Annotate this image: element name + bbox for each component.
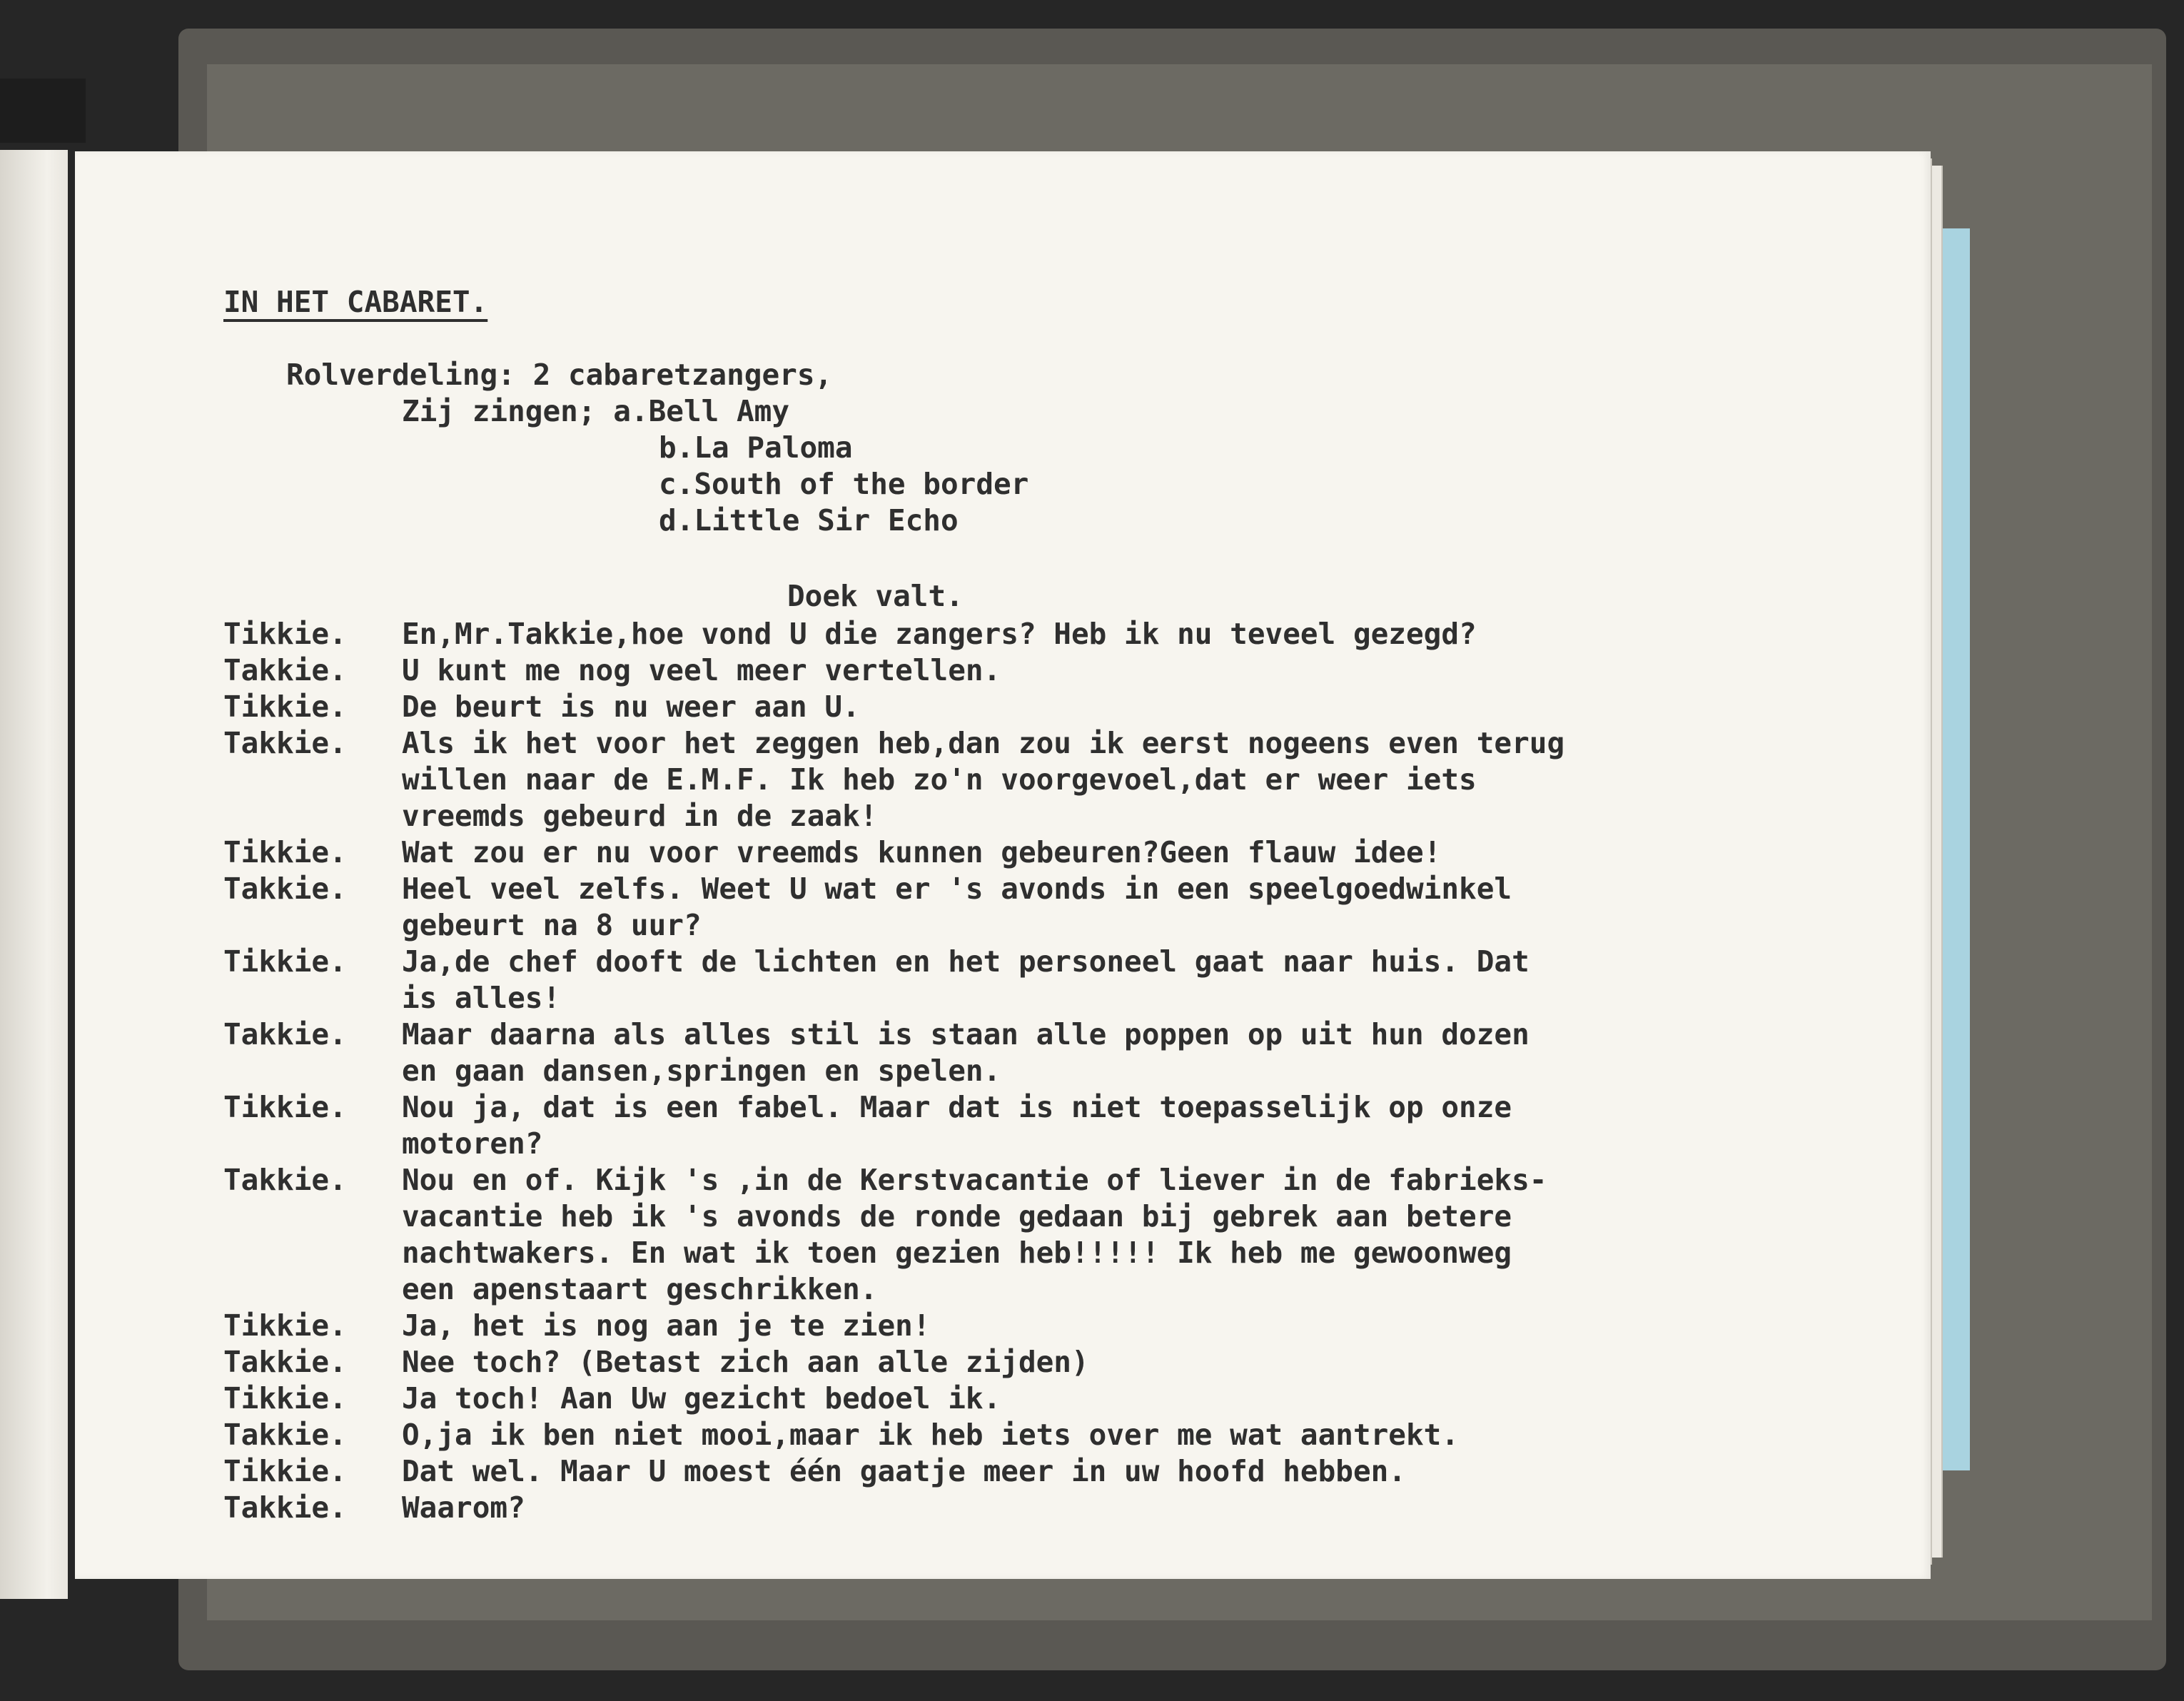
dialogue-line: Maar daarna als alles stil is staan alle poppen op uit hun dozen <box>402 1017 1530 1051</box>
speaker-name: Takkie. <box>223 1017 347 1051</box>
left-page-edge <box>0 150 68 1599</box>
dialogue-line: Als ik het voor het zeggen heb,dan zou ik eerst nogeens even terug <box>402 726 1565 760</box>
speaker-name: Tikkie. <box>223 617 347 651</box>
dialogue-line: En,Mr.Takkie,hoe vond U die zangers? Heb ik nu teveel gezegd? <box>402 617 1477 651</box>
dialogue-line: Nou ja, dat is een fabel. Maar dat is niet toepasselijk op onze <box>402 1090 1512 1124</box>
dialogue-line: en gaan dansen,springen en spelen. <box>402 1054 1001 1088</box>
dialogue-line: Dat wel. Maar U moest één gaatje meer in uw hoofd hebben. <box>402 1454 1406 1488</box>
cast-intro: Zij zingen; a.Bell Amy <box>402 394 790 428</box>
cast-heading: Rolverdeling: 2 cabaretzangers, <box>286 358 833 392</box>
dialogue-line: gebeurt na 8 uur? <box>402 908 702 942</box>
song-item: b.La Paloma <box>659 430 853 465</box>
dialogue-line: O,ja ik ben niet mooi,maar ik heb iets over me wat aantrekt. <box>402 1418 1460 1452</box>
speaker-name: Tikkie. <box>223 944 347 979</box>
speaker-name: Tikkie. <box>223 835 347 869</box>
typewritten-page <box>75 151 1931 1579</box>
song-item: c.South of the border <box>659 467 1029 501</box>
dialogue-line: Ja,de chef dooft de lichten en het personeel gaat naar huis. Dat <box>402 944 1530 979</box>
speaker-name: Takkie. <box>223 872 347 906</box>
dialogue-line: Ja, het is nog aan je te zien! <box>402 1308 931 1343</box>
speaker-name: Takkie. <box>223 726 347 760</box>
dialogue-line: Ja toch! Aan Uw gezicht bedoel ik. <box>402 1381 1001 1415</box>
speaker-name: Takkie. <box>223 1163 347 1197</box>
speaker-name: Takkie. <box>223 653 347 687</box>
dialogue-line: Wat zou er nu voor vreemds kunnen gebeuren?Geen flauw idee! <box>402 835 1442 869</box>
song-item: d.Little Sir Echo <box>659 503 959 537</box>
dialogue-line: Nee toch? (Betast zich aan alle zijden) <box>402 1345 1089 1379</box>
speaker-name: Tikkie. <box>223 690 347 724</box>
dialogue-line: Heel veel zelfs. Weet U wat er 's avonds in een speelgoedwinkel <box>402 872 1512 906</box>
dialogue-line: U kunt me nog veel meer vertellen. <box>402 653 1001 687</box>
speaker-name: Tikkie. <box>223 1090 347 1124</box>
dialogue-line: vacantie heb ik 's avonds de ronde gedaan bij gebrek aan betere <box>402 1199 1512 1233</box>
speaker-name: Tikkie. <box>223 1381 347 1415</box>
page-title: IN HET CABARET. <box>223 285 488 319</box>
dialogue-line: Nou en of. Kijk 's ,in de Kerstvacantie of liever in de fabrieks- <box>402 1163 1547 1197</box>
dialogue-line: motoren? <box>402 1126 543 1161</box>
script-text <box>223 284 1865 1525</box>
dialogue-line: een apenstaart geschrikken. <box>402 1272 878 1306</box>
speaker-name: Tikkie. <box>223 1308 347 1343</box>
dialogue-line: vreemds gebeurd in de zaak! <box>402 799 878 833</box>
speaker-name: Takkie. <box>223 1418 347 1452</box>
dialogue-line: Waarom? <box>402 1490 525 1525</box>
dialogue-line: De beurt is nu weer aan U. <box>402 690 860 724</box>
speaker-name: Takkie. <box>223 1345 347 1379</box>
dialogue-line: nachtwakers. En wat ik toen gezien heb!!!!! Ik heb me gewoonweg <box>402 1236 1512 1270</box>
stage-direction: Doek valt. <box>787 579 964 613</box>
speaker-name: Takkie. <box>223 1490 347 1525</box>
dialogue-line: is alles! <box>402 981 561 1015</box>
dialogue-line: willen naar de E.M.F. Ik heb zo'n voorgevoel,dat er weer iets <box>402 762 1477 797</box>
left-binder-edge <box>0 79 86 143</box>
speaker-name: Tikkie. <box>223 1454 347 1488</box>
